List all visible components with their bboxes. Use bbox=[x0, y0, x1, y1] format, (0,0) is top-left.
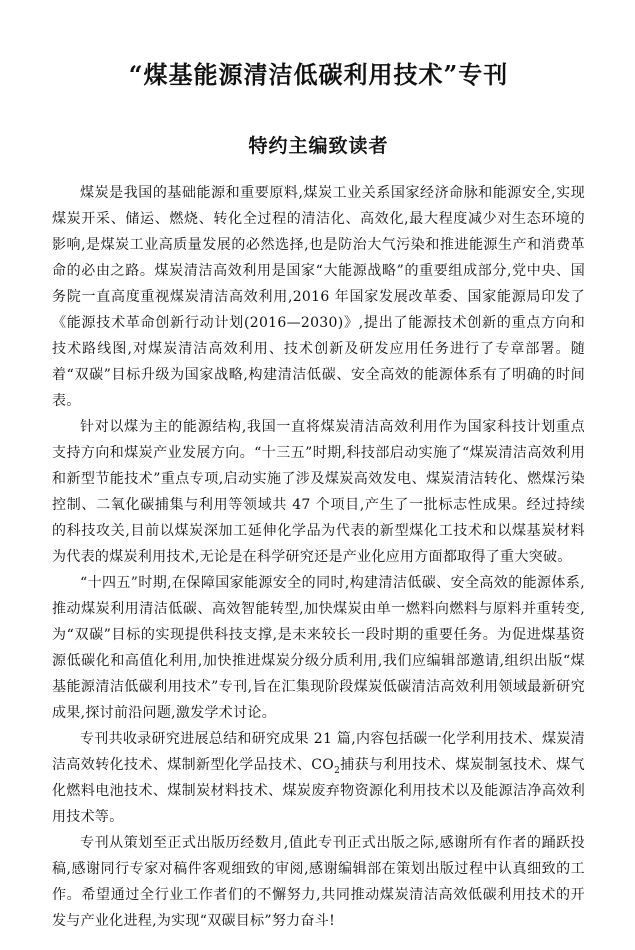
paragraph-3: “十四五”时期,在保障国家能源安全的同时,构建清洁低碳、安全高效的能源体系,推动煤炭利用清洁低碳、高效智能转型,加快煤炭由单一燃料向燃料与原料并重转变,为“双碳”目标的实现提供科技支撑,是未来较长一段时期的重要任务。为促进煤基资源低碳化和高值化利用,加快推进煤炭分级分质利用,我们应编辑部邀请,组织出版“煤基能源清洁低碳利用技术”专刊,旨在汇集现阶段煤炭低碳清洁高效利用领域最新研究成果,探讨前沿问题,激发学术讨论。 bbox=[52, 575, 585, 721]
paragraph-4 bbox=[52, 726, 585, 830]
paragraph-4-part-2: 捕获与利用技术、煤炭制氢技术、煤气化燃料电池技术、煤制炭材料技术、煤炭废弃物资源化利用技术以及能源洁净高效利用技术等。 bbox=[52, 757, 585, 825]
paragraph-2: 针对以煤为主的能源结构,我国一直将煤炭清洁高效利用作为国家科技计划重点支持方向和煤炭产业发展方向。“十三五”时期,科技部启动实施了“煤炭清洁高效利用和新型节能技术”重点专项,启动实施了涉及煤炭高效发电、煤炭清洁转化、燃煤污染控制、二氧化碳捕集与利用等领域共 47 个项目,产生了一批标志性成果。经过持续的科技攻关,目前以煤炭深加工延伸化学品为代表的新型煤化工技术和以煤基炭材料为代表的煤炭利用技术,无论是在科学研究还是产业化应用方面都取得了重大突破。 bbox=[52, 419, 585, 565]
body-text bbox=[52, 180, 585, 934]
page-title: “煤基能源清洁低碳利用技术”专刊 bbox=[128, 60, 509, 89]
paragraph-1: 煤炭是我国的基础能源和重要原料,煤炭工业关系国家经济命脉和能源安全,实现煤炭开采、储运、燃烧、转化全过程的清洁化、高效化,最大程度减少对生态环境的影响,是煤炭工业高质量发展的必然选择,也是防治大气污染和推进能源生产和消费革命的必由之路。煤炭清洁高效利用是国家“大能源战略”的重要组成部分,党中央、国务院一直高度重视煤炭清洁高效利用,2016 年国家发展改革委、国家能源局印发了《能源技术革命创新行动计划(2016—2030)》,提出了能源技术创新的重点方向和技术路线图,对煤炭清洁高效利用、技术创新及研发应用任务进行了专章部署。随着“双碳”目标升级为国家战略,构建清洁低碳、安全高效的能源体系有了明确的时间表。 bbox=[52, 185, 585, 409]
co2-subscript: 2 bbox=[334, 765, 341, 776]
page-subtitle: 特约主编致读者 bbox=[248, 135, 389, 157]
paragraph-5: 专刊从策划至正式出版历经数月,值此专刊正式出版之际,感谢所有作者的踊跃投稿,感谢同行专家对稿件客观细致的审阅,感谢编辑部在策划出版过程中认真细致的工作。希望通过全行业工作者们的不懈努力,共同推动煤炭清洁高效低碳利用技术的开发与产业化进程,为实现“双碳目标”努力奋斗! bbox=[52, 835, 585, 929]
paragraph-4-part-1: 专刊共收录研究进展总结和研究成果 21 篇,内容包括碳一化学利用技术、煤炭清洁高效转化技术、煤制新型化学品技术、CO bbox=[52, 731, 585, 773]
